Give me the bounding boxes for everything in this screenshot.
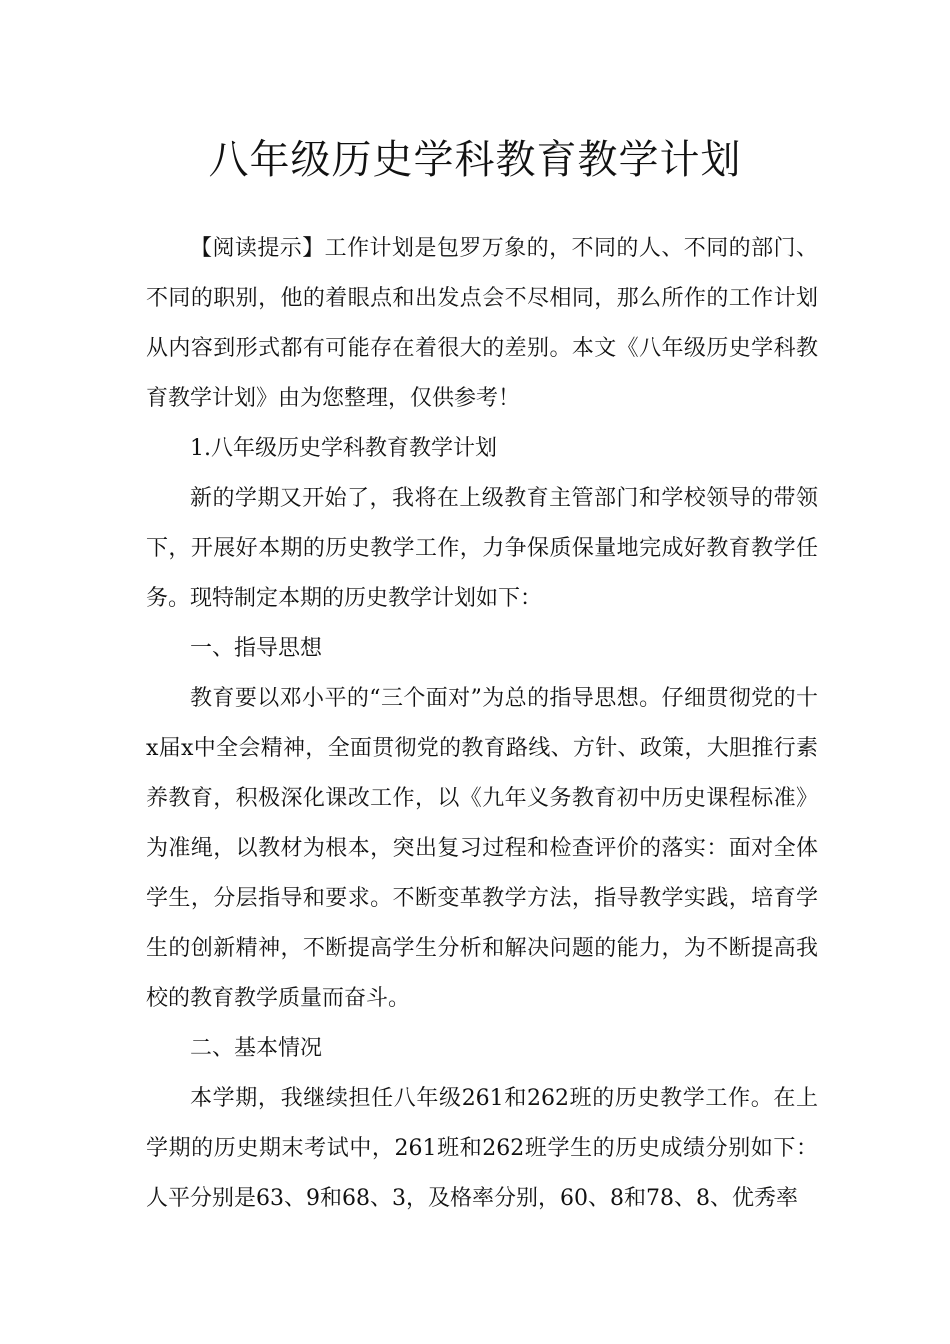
document-title: 八年级历史学科教育教学计划 bbox=[208, 137, 742, 183]
paragraph-basic-situation: 本学期，我继续担任八年级261和262班的历史教学工作。在上学期的历史期末考试中，261班和262班学生的历史成绩分别如下：人平分别是63、9和68、3，及格率分别，60、8和78、8、优秀率 bbox=[146, 1086, 818, 1211]
section-heading-1: 1.八年级历史学科教育教学计划 bbox=[190, 436, 497, 461]
intro-paragraph: 【阅读提示】工作计划是包罗万象的，不同的人、不同的部门、不同的职别，他的着眼点和出发点会不尽相同，那么所作的工作计划从内容到形式都有可能存在着很大的差别。本文《八年级历史学科教育教学计划》由为您整理，仅供参考！ bbox=[146, 236, 818, 411]
paragraph-opening: 新的学期又开始了，我将在上级教育主管部门和学校领导的带领下，开展好本期的历史教学工作，力争保质保量地完成好教育教学任务。现特制定本期的历史教学计划如下： bbox=[146, 486, 818, 611]
section-heading-guiding-ideology: 一、指导思想 bbox=[190, 636, 323, 661]
paragraph-guiding-ideology: 教育要以邓小平的“三个面对”为总的指导思想。仔细贯彻党的十x届x中全会精神，全面贯彻党的教育路线、方针、政策，大胆推行素养教育，积极深化课改工作，以《九年义务教育初中历史课程标准》为准绳，以教材为根本，突出复习过程和检查评价的落实：面对全体学生，分层指导和要求。不断变革教学方法，指导教学实践，培育学生的创新精神，不断提高学生分析和解决问题的能力，为不断提高我校的教育教学质量而奋斗。 bbox=[146, 686, 818, 1011]
section-heading-basic-situation: 二、基本情况 bbox=[190, 1036, 323, 1061]
document-body bbox=[146, 224, 818, 1224]
